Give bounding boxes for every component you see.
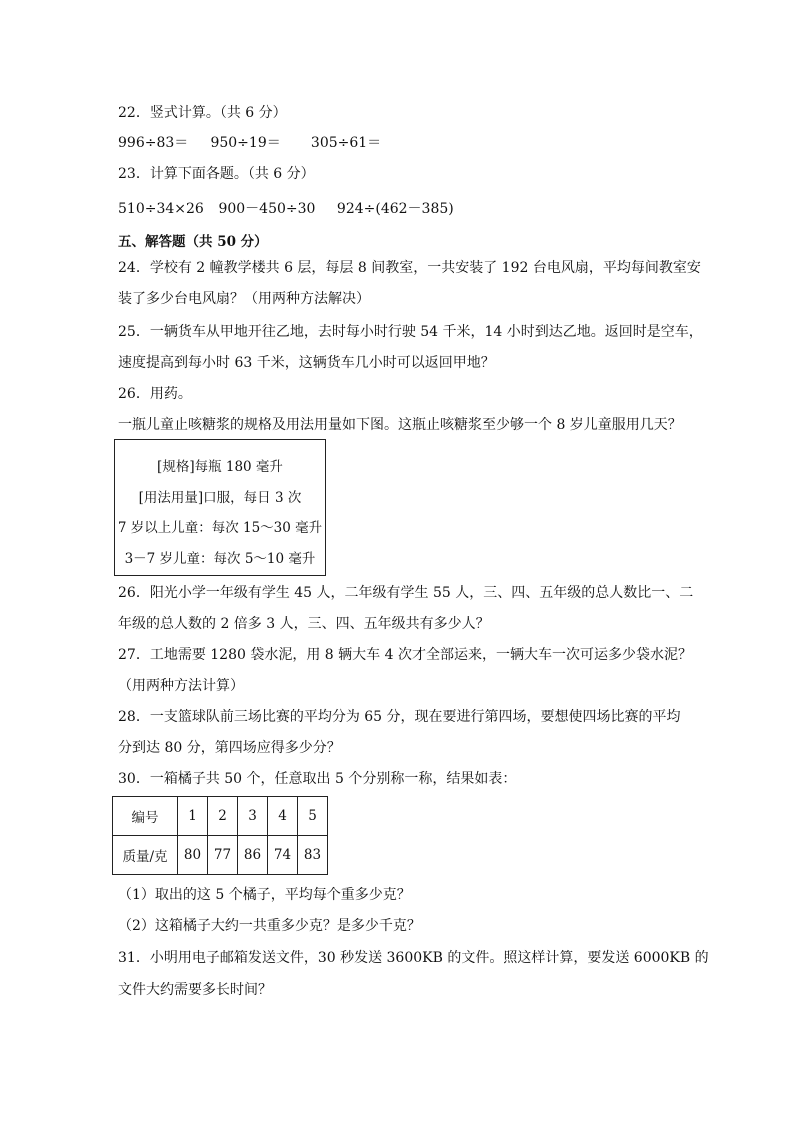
q24-line2: 装了多少台电风扇？（用两种方法解决） xyxy=(118,291,370,307)
q22-item-1: 996÷83＝ xyxy=(118,135,189,151)
q26a-text: 一瓶儿童止咳糖浆的规格及用法用量如下图。这瓶止咳糖浆至少够一个 8 岁儿童服用几天？ xyxy=(118,417,682,433)
box-line-3: 7 岁以上儿童：每次 15～30 毫升 xyxy=(117,520,323,536)
table-header-number: 编号 xyxy=(113,797,178,836)
box-line-2: [用法用量]口服，每日 3 次 xyxy=(138,490,302,506)
section5-heading: 五、解答题（共 50 分） xyxy=(118,234,268,250)
table-cell: 3 xyxy=(238,797,268,836)
q26b-line1: 26．阳光小学一年级有学生 45 人，二年级有学生 55 人，三、四、五年级的总人数比一、二 xyxy=(118,585,694,601)
q26b-line2: 年级的总人数的 2 倍多 3 人，三、四、五年级共有多少人？ xyxy=(118,616,490,632)
q22-item-3: 305÷61＝ xyxy=(310,135,382,151)
q31-line1: 31．小明用电子邮箱发送文件，30 秒发送 3600KB 的文件。照这样计算，要发送 6000KB 的 xyxy=(118,950,709,966)
q23-item-3: 924÷(462－385) xyxy=(336,201,454,217)
table-cell: 77 xyxy=(208,836,238,875)
table-row-number xyxy=(113,797,328,836)
q22-items xyxy=(118,133,381,153)
box-line-4: 3－7 岁儿童：每次 5～10 毫升 xyxy=(124,551,316,567)
q22-item-2: 950÷19＝ xyxy=(210,135,281,151)
table-cell: 83 xyxy=(298,836,328,875)
q30-title: 30．一箱橘子共 50 个，任意取出 5 个分别称一称，结果如表： xyxy=(118,771,517,787)
q23-items xyxy=(118,199,454,219)
medicine-label-box xyxy=(114,439,326,576)
table-header-weight: 质量/克 xyxy=(113,836,178,875)
table-cell: 74 xyxy=(268,836,298,875)
table-cell: 1 xyxy=(178,797,208,836)
table-cell: 5 xyxy=(298,797,328,836)
table-cell: 2 xyxy=(208,797,238,836)
q28-line1: 28．一支篮球队前三场比赛的平均分为 65 分，现在要进行第四场，要想使四场比赛的平均 xyxy=(118,709,681,725)
q31-line2: 文件大约需要多长时间？ xyxy=(118,982,272,998)
q28-line2: 分到达 80 分，第四场应得多少分？ xyxy=(118,740,341,756)
table-cell: 4 xyxy=(268,797,298,836)
q22-title: 22．竖式计算。（共 6 分） xyxy=(118,105,287,121)
q30-sub1: （1）取出的这 5 个橘子，平均每个重多少克？ xyxy=(118,887,411,903)
q25-line2: 速度提高到每小时 63 千米，这辆货车几小时可以返回甲地？ xyxy=(118,355,495,371)
q23-item-1: 510÷34×26 xyxy=(118,201,204,217)
q23-item-2: 900－450÷30 xyxy=(218,201,316,217)
q26a-title: 26．用药。 xyxy=(118,386,192,402)
q27-line2: （用两种方法计算） xyxy=(118,678,244,694)
q24-line1: 24．学校有 2 幢教学楼共 6 层，每层 8 间教室，一共安装了 192 台电风扇，平均每间教室安 xyxy=(118,260,701,276)
q27-line1: 27．工地需要 1280 袋水泥，用 8 辆大车 4 次才全部运来，一辆大车一次可运多少袋水泥？ xyxy=(118,647,692,663)
q23-title: 23．计算下面各题。（共 6 分） xyxy=(118,166,315,182)
table-cell: 86 xyxy=(238,836,268,875)
table-row-weight xyxy=(113,836,328,875)
q25-line1: 25．一辆货车从甲地开往乙地，去时每小时行驶 54 千米，14 小时到达乙地。返回时是空车， xyxy=(118,324,703,340)
box-line-1: [规格]每瓶 180 毫升 xyxy=(157,459,283,475)
q30-sub2: （2）这箱橘子大约一共重多少克？是多少千克？ xyxy=(118,918,421,934)
table-cell: 80 xyxy=(178,836,208,875)
orange-weight-table xyxy=(112,796,328,875)
